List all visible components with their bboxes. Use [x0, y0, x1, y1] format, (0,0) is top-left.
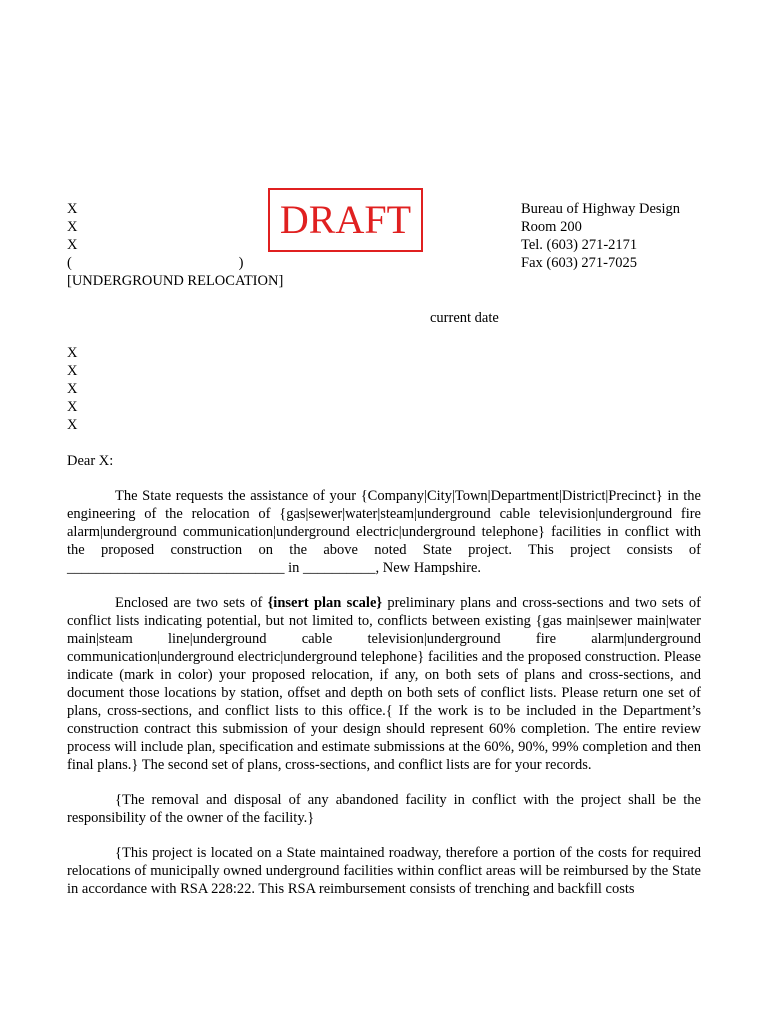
bureau-room: Room 200 — [521, 219, 582, 235]
recipient-block — [67, 344, 77, 434]
plan-scale-placeholder: {insert plan scale} — [267, 595, 383, 611]
recipient-line: X — [67, 363, 78, 379]
bureau-name: Bureau of Highway Design — [521, 201, 681, 217]
subject-line: [UNDERGROUND RELOCATION] — [67, 273, 284, 289]
recipient-line: X — [67, 345, 78, 361]
sender-line: X — [67, 219, 78, 235]
letter-date: current date — [430, 310, 499, 326]
recipient-line: X — [67, 381, 78, 397]
greeting: Dear X: — [67, 453, 114, 469]
paragraph-enclosed-start: Enclosed are two sets of — [115, 595, 268, 611]
bureau-fax: Fax (603) 271-7025 — [521, 255, 637, 271]
recipient-line: X — [67, 417, 78, 433]
sender-line: X — [67, 201, 78, 217]
bureau-address — [521, 200, 721, 272]
paragraph-request: The State requests the assistance of your {Company|City|Town|Department|District|Precinct} in the engineering of the relocation of {gas|sewer|water|steam|underground cable television|underground fire alarm|underground communication|underground electric|underground telephone} facilities in conflict with the proposed construction on the above noted State project. This project consists of ______________________________ in __________, New Hampshire. — [67, 488, 701, 576]
letter-body — [67, 487, 701, 915]
sender-line: X — [67, 237, 78, 253]
project-placeholder: ( ) — [67, 255, 244, 271]
paragraph-removal: {The removal and disposal of any abandoned facility in conflict with the project shall be the responsibility of the owner of the facility.} — [67, 792, 701, 826]
paragraph-enclosed — [67, 594, 701, 774]
recipient-line: X — [67, 399, 78, 415]
paragraph-reimbursement: {This project is located on a State maintained roadway, therefore a portion of the costs for required relocations of municipally owned underground facilities within conflict areas will be reimbursed by the State in accordance with RSA 228:22. This RSA reimbursement consists of trenching and backfill costs — [67, 845, 701, 897]
paragraph-enclosed-rest: preliminary plans and cross-sections and two sets of conflict lists indicating potential, but not limited to, conflicts between existing {gas main|sewer main|water main|steam line|underground cable television|underground fire alarm|underground communication|underground electric|underground telephone} facilities and the proposed construction. Please indicate (mark in color) your proposed relocation, if any, on both sets of plans and cross-sections, and document those locations by station, offset and depth on both sets of conflict lists. Please return one set of plans, cross-sections, and conflict lists to this office.{ If the work is to be included in the Department’s construction contract this submission of your design should represent 60% completion. The entire review process will include plan, specification and estimate submissions at the 60%, 90%, 99% completion and then final plans.} The second set of plans, cross-sections, and conflict lists are for your records. — [67, 595, 701, 773]
bureau-tel: Tel. (603) 271-2171 — [521, 237, 638, 253]
draft-stamp: DRAFT — [268, 188, 423, 252]
